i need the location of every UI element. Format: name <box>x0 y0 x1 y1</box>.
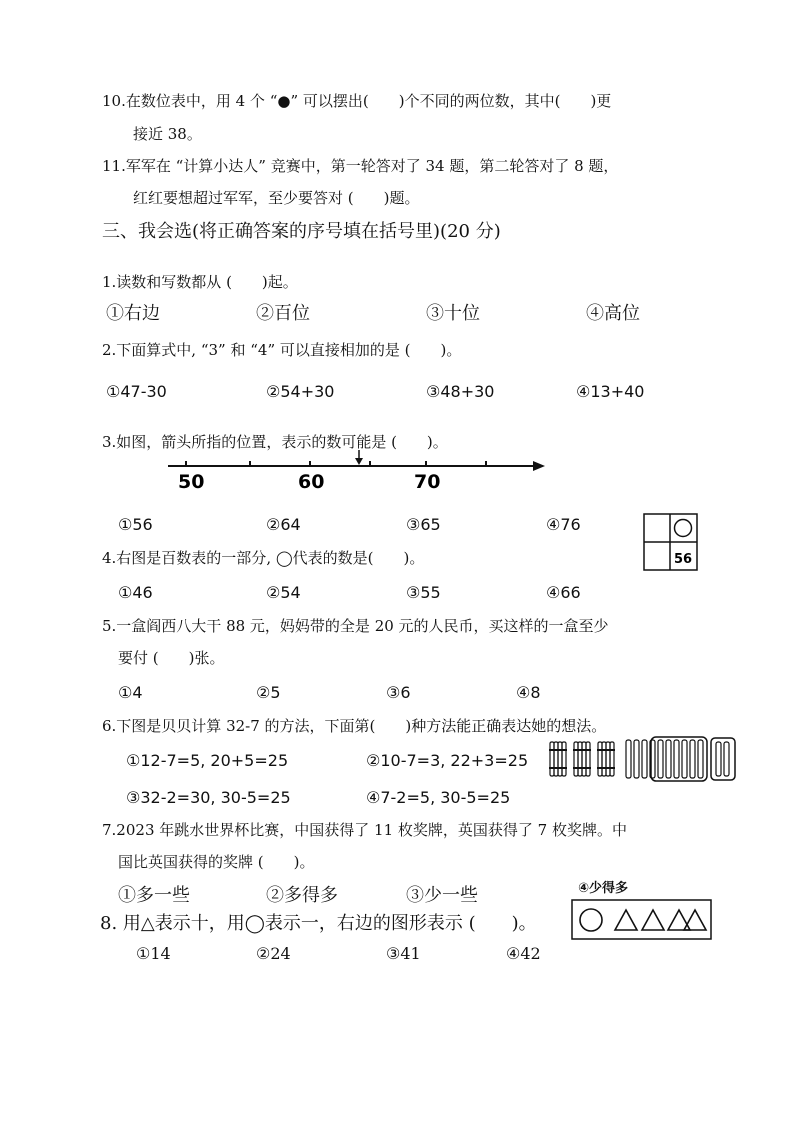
hundred-chart-cell-value: 56 <box>674 552 693 567</box>
bundle-of-ten-icon <box>597 742 615 776</box>
q4-stem: 4.右图是百数表的一部分, ◯代表的数是( )。 <box>102 549 425 567</box>
q6-option-2: ②10-7=3, 22+3=25 <box>366 751 529 770</box>
q10-line1: 10.在数位表中，用 4 个 “●” 可以摆出( )个不同的两位数，其中( )更 <box>102 92 612 110</box>
q8-option-2: ②24 <box>256 944 291 963</box>
q3-number-line <box>160 450 560 495</box>
q4-option-3: ③55 <box>406 583 441 602</box>
q1-option-3: ③十位 <box>426 303 480 324</box>
q6-option-3: ③32-2=30, 30-5=25 <box>126 788 291 807</box>
q8-option-4: ④42 <box>506 944 541 963</box>
number-line-label-50: 50 <box>178 471 205 493</box>
q5-option-2: ②5 <box>256 683 281 702</box>
q1-option-2: ②百位 <box>256 303 310 324</box>
circle-icon <box>580 909 602 931</box>
q8-option-1: ①14 <box>136 944 171 963</box>
q6-stem: 6.下图是贝贝计算 32-7 的方法，下面第( )种方法能正确表达她的想法。 <box>102 717 607 735</box>
q8-shapes-figure <box>571 899 713 941</box>
q3-option-3: ③65 <box>406 515 441 534</box>
bundle-of-ten-icon <box>549 742 567 776</box>
q7-option-4: ④少得多 <box>578 881 629 896</box>
q7-stem-line2: 国比英国获得的奖牌 ( )。 <box>118 853 315 871</box>
number-line-label-60: 60 <box>298 471 325 493</box>
q2-option-2: ②54+30 <box>266 382 335 401</box>
q4-option-2: ②54 <box>266 583 301 602</box>
q6-counting-sticks-figure <box>548 736 753 782</box>
q5-stem-line2: 要付 ( )张。 <box>118 649 225 667</box>
q5-option-3: ③6 <box>386 683 411 702</box>
q8-stem: 8. 用△表示十，用◯表示一，右边的图形表示 ( )。 <box>100 913 537 934</box>
q6-option-4: ④7-2=5, 30-5=25 <box>366 788 511 807</box>
q5-option-4: ④8 <box>516 683 541 702</box>
q7-stem-line1: 7.2023 年跳水世界杯比赛，中国获得了 11 枚奖牌，英国获得了 7 枚奖牌。中 <box>102 821 627 839</box>
number-line-arrowhead <box>533 461 545 471</box>
q4-option-4: ④66 <box>546 583 581 602</box>
circle-icon <box>675 520 692 537</box>
triangle-icon <box>642 910 664 930</box>
q4-hundred-chart-figure <box>643 513 699 573</box>
pointer-arrow-head <box>355 458 363 465</box>
q7-option-2: ②多得多 <box>266 885 338 906</box>
q6-option-1: ①12-7=5, 20+5=25 <box>126 751 289 770</box>
q2-option-3: ③48+30 <box>426 382 495 401</box>
triangle-icon <box>615 910 637 930</box>
q1-option-4: ④高位 <box>586 303 640 324</box>
q5-option-1: ①4 <box>118 683 143 702</box>
q11-line1: 11.军军在 “计算小达人” 竞赛中，第一轮答对了 34 题，第二轮答对了 8 题， <box>102 157 619 175</box>
q2-stem: 2.下面算式中, “3” 和 “4” 可以直接相加的是 ( )。 <box>102 341 462 359</box>
q2-option-4: ④13+40 <box>576 382 645 401</box>
q7-option-1: ①多一些 <box>118 885 190 906</box>
q3-stem: 3.如图，箭头所指的位置，表示的数可能是 ( )。 <box>102 433 448 451</box>
q5-stem-line1: 5.一盒阎西八大干 88 元，妈妈带的全是 20 元的人民币，买这样的一盒至少 <box>102 617 609 635</box>
q2-option-1: ①47-30 <box>106 382 167 401</box>
bundle-of-ten-icon <box>573 742 591 776</box>
q1-option-1: ①右边 <box>106 303 160 324</box>
q4-option-1: ①46 <box>118 583 153 602</box>
q3-option-1: ①56 <box>118 515 153 534</box>
q1-stem: 1.读数和写数都从 ( )起。 <box>102 273 298 291</box>
q7-option-3: ③少一些 <box>406 885 478 906</box>
q11-line2: 红红要想超过军军，至少要答对 ( )题。 <box>133 189 420 207</box>
triangle-icon <box>684 910 706 930</box>
section-3-title: 三、我会选(将正确答案的序号填在括号里)(20 分) <box>102 221 501 242</box>
circled-two-sticks-icon <box>711 738 735 780</box>
q3-option-2: ②64 <box>266 515 301 534</box>
triangle-icon <box>668 910 690 930</box>
q8-option-3: ③41 <box>386 944 421 963</box>
q10-line2: 接近 38。 <box>133 125 202 143</box>
number-line-label-70: 70 <box>414 471 441 493</box>
q3-option-4: ④76 <box>546 515 581 534</box>
single-sticks-icon <box>626 740 703 778</box>
